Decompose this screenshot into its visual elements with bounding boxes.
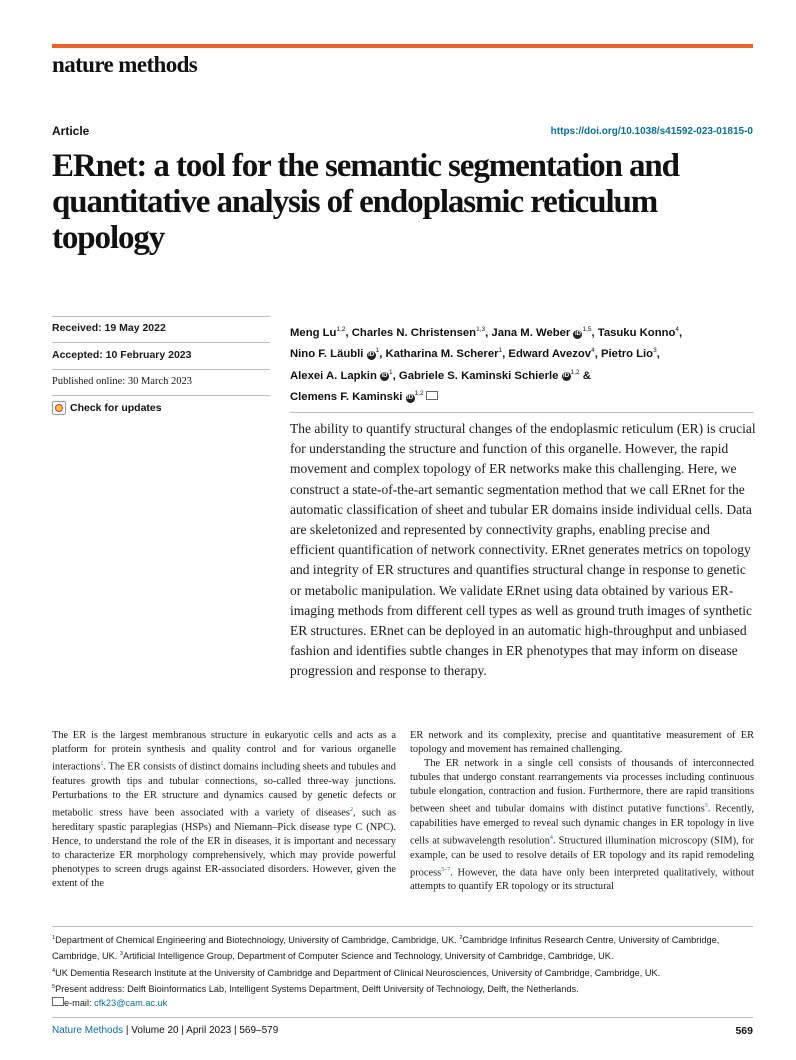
citation-link[interactable]: 1 [100, 761, 104, 768]
divider [52, 1017, 753, 1018]
body-column-left [52, 729, 396, 891]
author-name[interactable]: Alexei A. Lapkin [290, 369, 377, 382]
citation-link[interactable]: 3 [704, 803, 708, 810]
orcid-icon[interactable]: iD [574, 330, 581, 337]
received-date: Received: 19 May 2022 [52, 322, 166, 334]
affiliation-ref: 3 [653, 347, 657, 355]
footer-journal-link[interactable]: Nature Methods [52, 1025, 124, 1036]
footer-citation [52, 1025, 278, 1036]
abstract: The ability to quantify structural changes of the endoplasmic reticulum (ER) is crucial for understanding the structure and function of this organelle. However, the rapid movement and complex topology of ER networks make this challenging. Here, we construct a state-of-the-art semantic segmentation method that we call ERnet for the automatic classification of sheet and tubular ER domains inside individual cells. Data are skeletonized and represented by connectivity graphs, enabling precise and efficient quantification of network connectivity. ERnet generates metrics on topology and integrity of ER structures and quantifies structural change in response to genetic or metabolic manipulation. We validate ERnet using data obtained by various ER-imaging methods from different cell types as well as ground truth images of synthetic ER structures. ERnet can be deployed in an automatic high-throughput and unbiased fashion and identifies subtle changes in ER phenotypes that may inform on disease progression and response to therapy. [290, 421, 756, 679]
author-name[interactable]: Charles N. Christensen [351, 326, 477, 339]
body-text: ER network and its complexity, precise and quantitative measurement of ER topology and movement has remained challenging. [410, 730, 754, 756]
citation-link[interactable]: 2 [349, 806, 353, 813]
email-icon [52, 997, 64, 1006]
affiliation: Department of Chemical Engineering and Biotechnology, University of Cambridge, Cambridge, UK. [55, 935, 460, 946]
crossmark-icon [52, 401, 66, 415]
header-accent-bar [52, 44, 753, 48]
affiliation: Cambridge Infinitus Research Centre, University of Cambridge, Cambridge, UK. [52, 935, 720, 962]
author-name[interactable]: Pietro Lio [600, 348, 654, 361]
divider [52, 316, 270, 317]
affiliation-ref: 1,2 [336, 326, 346, 333]
author-list: Meng Lu$^{1,2}$, Charles N. Christensen$^{1,3}$, Jana M. Weber iD$^{1,5}$, Tasuku Konno$^4$, Nino F. Läubli $iD^1$, Katharina M. Scherer$^1$, Edward Avezov$^4$, Pietro Lio$^3$, Alexei A. Lapkin $iD^1$, Gabriele S. Kaminski Schierle iD$^{1,2}$ & Clemens F. Kaminski iD$^{1,2}$ [290, 326, 683, 403]
author-name[interactable]: Gabriele S. Kaminski Schierle [398, 369, 559, 382]
affiliation-ref: 1 [375, 347, 380, 355]
divider [290, 412, 754, 413]
orcid-icon[interactable]: iD [381, 373, 388, 380]
author-name[interactable]: Clemens F. Kaminski [290, 390, 403, 403]
journal-logo: nature methods [52, 52, 198, 77]
affiliation-ref: 4 [591, 347, 595, 355]
divider [52, 395, 270, 396]
body-text: The ER is the largest membranous structure in eukaryotic cells and acts as a platform for protein synthesis and quality control and for various organelle interactions [52, 730, 396, 773]
body-text: . Structured illumination microscopy (SIM), for example, can be used to resolve details of ER topology and its rapid remodeling process [410, 835, 754, 879]
body-text: . Recently, capabilities have emerged to reveal such dynamic changes in ER topology in live cells at subwavelength resolution [410, 803, 754, 847]
body-text: The ER network in a single cell consists of thousands of interconnected tubules that undergo constant rearrangements via processes including continuous tubule elongation, contraction and fusion. Furthermore, there are rapid transitions between sheet and tubular domains with distinct putative functions [410, 758, 754, 815]
orcid-icon[interactable]: iD [407, 394, 414, 401]
author-name[interactable]: Tasuku Konno [597, 326, 676, 339]
footer-volume: | Volume 20 | April 2023 | 569–579 [123, 1025, 279, 1036]
affiliation-ref: 1,2 [414, 389, 424, 397]
citation-link[interactable]: 5–7 [441, 866, 451, 873]
affiliation-ref: 4 [675, 326, 680, 333]
affiliation: UK Dementia Research Institute at the University of Cambridge and Department of Clinical Neurosciences, University of Cambridge, Cambridge, UK. [55, 967, 661, 978]
affiliation-ref: 1 [389, 368, 393, 376]
affiliation-ref: 1,3 [476, 326, 486, 333]
divider [52, 369, 270, 370]
body-column-right [410, 729, 754, 894]
check-for-updates-button[interactable] [52, 401, 162, 415]
divider [52, 342, 270, 343]
affiliation: Present address: Delft Bioinformatics Lab, Intelligent Systems Department, Delft University of Technology, Delft, the Netherlands. [55, 983, 579, 994]
doi-link[interactable]: https://doi.org/10.1038/s41592-023-01815-0 [550, 126, 753, 137]
body-text: . The ER consists of distinct domains including sheets and tubules and features growth tips and tubular connections, so-called three-way junctions. Perturbations to the ER structure and dynamics caused by genetic defects or metabolic stress have been associated with a variety of diseases [52, 761, 396, 819]
affiliation-ref: 1,2 [570, 368, 580, 376]
divider [52, 926, 753, 927]
email-label: e-mail: [64, 998, 95, 1009]
email-icon[interactable] [426, 391, 438, 400]
article-type: Article [52, 124, 90, 138]
page-number: 569 [735, 1025, 753, 1037]
article-title: ERnet: a tool for the semantic segmentation and quantitative analysis of endoplasmic reticulum topology [52, 148, 679, 256]
author-name[interactable]: Katharina M. Scherer [385, 348, 499, 361]
published-date: Published online: 30 March 2023 [52, 376, 192, 387]
orcid-icon[interactable]: iD [563, 373, 570, 380]
affiliation: Artificial Intelligence Group, Department of Computer Science and Technology, University of Cambridge, Cambridge, UK. [122, 951, 614, 962]
affiliations: $^1$Department of Chemical Engineering and Biotechnology, University of Cambridge, Cambridge, UK. $^2$Cambridge Infinitus Research Centre, University of Cambridge, Cambridge, UK. $^3$Artificial Intelligence Group, Department of Computer Science and Technology, University of Cambridge, Cambridge, UK. $^4$UK Dementia Research Institute at the University of Cambridge and Department of Clinical Neurosciences, University of Cambridge, Cambridge, UK. $^5$Present address: Delft Bioinformatics Lab, Intelligent Systems Department, Delft University of Technology, Delft, the Netherlands. e-mail: cfk23@cam.ac.uk [52, 935, 720, 1009]
citation-link[interactable]: 4 [549, 835, 553, 842]
author-name[interactable]: Jana M. Weber [491, 326, 571, 339]
body-text: . However, the data have only been interpreted qualitatively, without attempts to quantify ER topology or its structural [410, 867, 754, 893]
check-for-updates-label: Check for updates [70, 402, 162, 414]
author-name[interactable]: Edward Avezov [508, 348, 592, 361]
accepted-date: Accepted: 10 February 2023 [52, 349, 192, 361]
affiliation-ref: 1 [498, 347, 503, 355]
author-name[interactable]: Nino F. Läubli [290, 348, 364, 361]
body-text: , such as hereditary spastic paraplegias (HSPs) and Niemann–Pick disease type C (NPC). Hence, to understand the role of the ER in diseases, it is important and necessary to characterize ER morphology comprehensively, which may provide powerful phenotypes to screen drugs against ER-associated disorders. However, given the extent of the [52, 807, 396, 889]
author-name[interactable]: Meng Lu [290, 326, 337, 339]
orcid-icon[interactable]: iD [368, 352, 375, 359]
email-link[interactable]: cfk23@cam.ac.uk [94, 998, 168, 1009]
affiliation-ref: 1,5 [582, 326, 592, 333]
